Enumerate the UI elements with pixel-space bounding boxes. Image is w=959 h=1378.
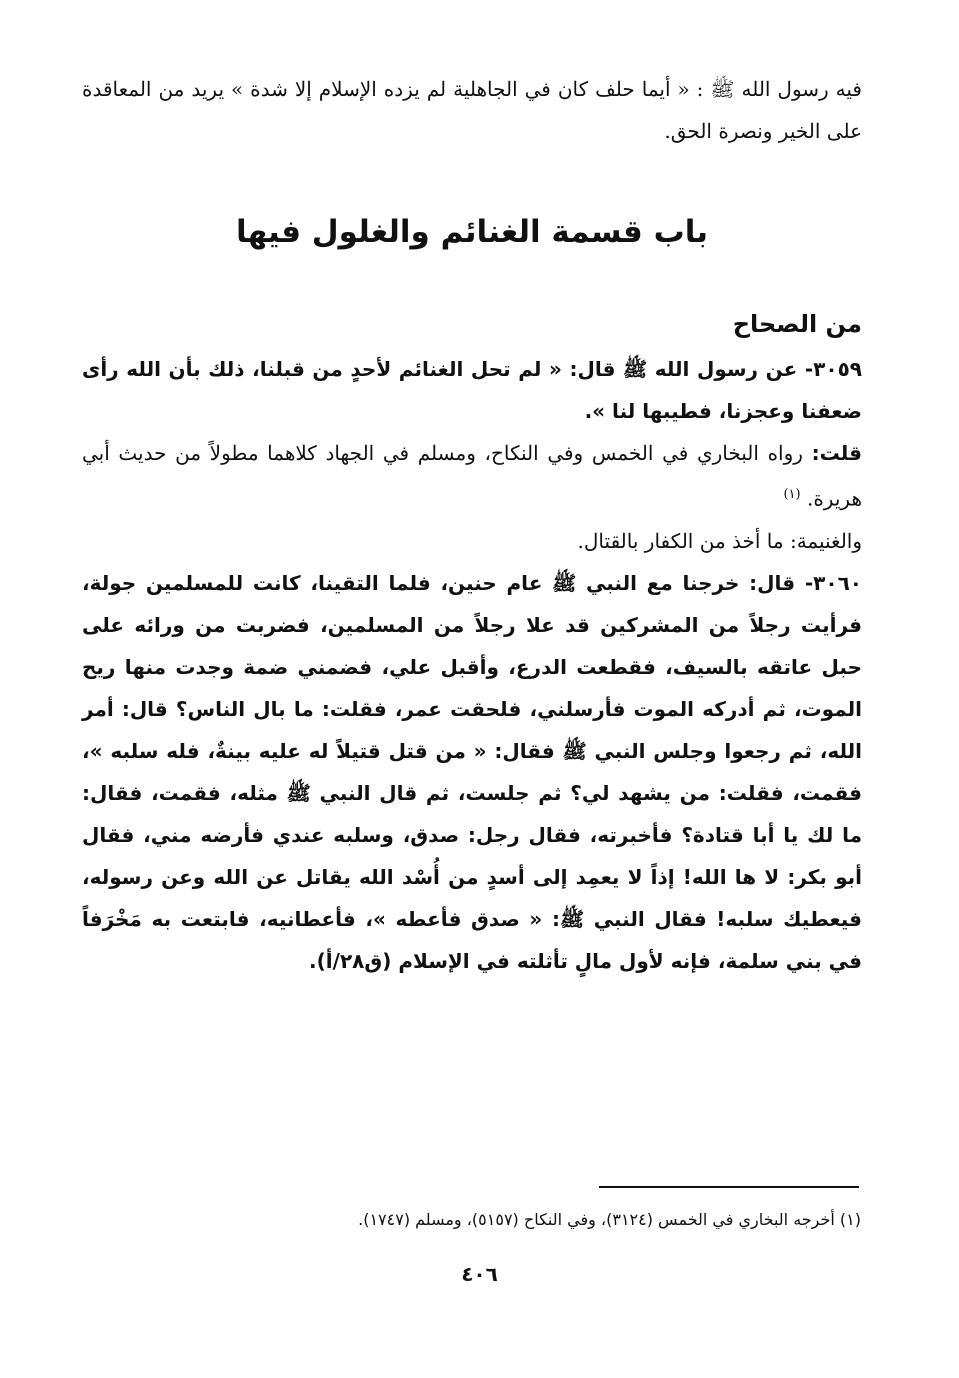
chapter-title: باب قسمة الغنائم والغلول فيها <box>235 214 709 250</box>
section-heading: من الصحاح <box>732 310 862 338</box>
footnote: (١) أخرجه البخاري في الخمس (٣١٢٤)، وفي النكاح (٥١٥٧)، ومسلم (١٧٤٧). <box>358 1210 861 1229</box>
qultu-note <box>82 432 862 520</box>
page-number: ٤٠٦ <box>461 1262 498 1286</box>
intro-paragraph: فيه رسول الله ﷺ : « أيما حلف كان في الجاهلية لم يزده الإسلام إلا شدة » يريد من المعاقدة على الخير ونصرة الحق. <box>82 77 862 143</box>
hadith-3059: ٣٠٥٩- عن رسول الله ﷺ قال: « لم تحل الغنائم لأحدٍ من قبلنا، ذلك بأن الله رأى ضعفنا وعجزنا، فطيبها لنا ». <box>82 357 862 423</box>
qultu-label: قلت: <box>811 441 863 465</box>
qultu-text: رواه البخاري في الخمس وفي النكاح، ومسلم في الجهاد كلاهما مطولاً من حديث أبي هريرة. <box>82 441 862 511</box>
footnote-ref: (١) <box>783 487 801 502</box>
footnote-divider <box>599 1186 859 1188</box>
hadith-3060: ٣٠٦٠- قال: خرجنا مع النبي ﷺ عام حنين، فلما التقينا، كانت للمسلمين جولة، فرأيت رجلاً من المشركين قد علا رجلاً من المسلمين، فضربت من ورائه على حبل عاتقه بالسيف، فقطعت الدرع، وأقبل علي، فضمني ضمة وجدت منها ريح الموت، ثم أدركه الموت فأرسلني، فلحقت عمر، فقلت: ما بال الناس؟ قال: أمر الله، ثم رجعوا وجلس النبي ﷺ فقال: « من قتل قتيلاً له عليه بينةٌ، فله سلبه »، فقمت، فقلت: من يشهد لي؟ ثم جلست، ثم قال النبي ﷺ مثله، فقمت، فقال: ما لك يا أبا قتادة؟ فأخبرته، فقال رجل: صدق، وسلبه عندي فأرضه مني، فقال أبو بكر: لا ها الله! إذاً لا يعمِد إلى أسدٍ من أُسْد الله يقاتل عن الله وعن رسوله، فيعطيك سلبه! فقال النبي ﷺ: « صدق فأعطه »، فأعطانيه، فابتعت به مَخْرَفاً في بني سلمة، فإنه لأول مالٍ تأثلته في الإسلام (ق٢٨/أ). <box>82 570 862 973</box>
ghanima-definition: والغنيمة: ما أخذ من الكفار بالقتال. <box>577 528 862 553</box>
page-body <box>82 68 862 982</box>
